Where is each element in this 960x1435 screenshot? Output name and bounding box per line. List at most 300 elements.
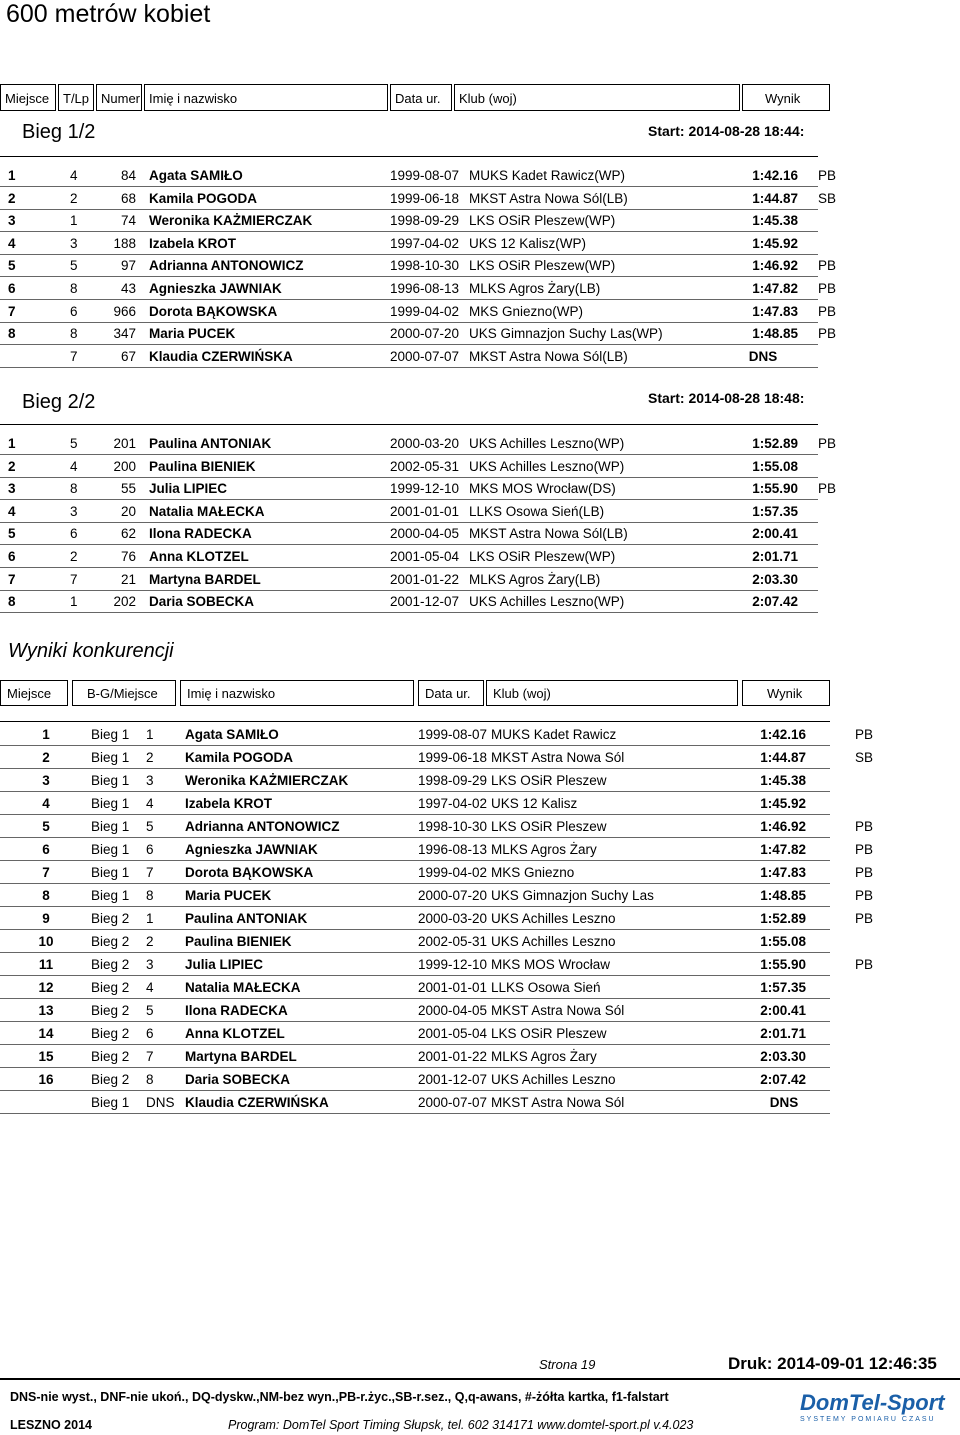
result-cell: 1:42.16: [752, 168, 798, 183]
athlete-cell: Agata SAMIŁO: [149, 168, 243, 183]
lane-cell: 1: [70, 594, 78, 610]
athlete-cell: Paulina BIENIEK: [149, 458, 256, 474]
lane-cell: 2: [70, 190, 78, 206]
heat-place-cell: 4: [146, 796, 154, 811]
birthdate-cell: 2000-03-20: [390, 436, 460, 451]
heat-place-cell: 2: [146, 750, 154, 765]
overall-header-wynik: Wynik: [742, 680, 830, 706]
club-cell: UKS 12 Kalisz(WP): [469, 235, 587, 251]
heat2-top-rule: [0, 424, 818, 425]
result-cell: 1:55.08: [752, 458, 798, 474]
lane-cell: 3: [70, 235, 78, 251]
athlete-cell: Natalia MAŁECKA: [185, 980, 301, 995]
domtel-logo: [800, 1390, 955, 1430]
result-cell: 1:46.92: [760, 819, 806, 834]
club-cell: MUKS Kadet Rawicz(WP): [469, 168, 626, 183]
heat1-top-rule: [0, 156, 818, 157]
row-divider: [0, 1021, 830, 1022]
athlete-cell: Paulina ANTONIAK: [149, 436, 272, 451]
athlete-cell: Julia LIPIEC: [185, 957, 264, 972]
club-cell: UKS Gimnazjon Suchy Las(WP): [469, 326, 663, 342]
record-cell: PB: [818, 326, 837, 342]
place-cell: 16: [38, 1072, 54, 1087]
row-divider: [0, 745, 830, 746]
lane-cell: 6: [70, 526, 78, 542]
result-cell: 1:47.82: [760, 842, 806, 857]
athlete-cell: Natalia MAŁECKA: [149, 503, 265, 519]
row-divider: [0, 975, 830, 976]
club-cell: MKS Gniezno: [491, 865, 575, 880]
birthdate-cell: 1999-12-10: [418, 957, 488, 972]
heat1-start: Start: 2014-08-28 18:44:: [648, 123, 805, 139]
row-divider: [0, 998, 830, 999]
bib-cell: 67: [120, 348, 136, 364]
birthdate-cell: 2001-12-07: [390, 594, 460, 610]
club-cell: MKST Astra Nowa Sól: [491, 1003, 625, 1018]
record-cell: PB: [855, 727, 874, 742]
result-cell: 1:45.92: [752, 235, 798, 251]
birthdate-cell: 1997-04-02: [418, 796, 488, 811]
lane-cell: 8: [70, 281, 78, 296]
athlete-cell: Weronika KAŻMIERCZAK: [185, 773, 349, 788]
birthdate-cell: 2001-12-07: [418, 1072, 488, 1087]
heat-cell: Bieg 1: [91, 865, 130, 880]
heat-cell: Bieg 1: [91, 773, 130, 788]
heat-place-cell: 7: [146, 865, 154, 880]
logo-main: DomTel-Sport: [800, 1390, 945, 1415]
result-cell: 1:45.38: [752, 213, 798, 229]
athlete-cell: Maria PUCEK: [149, 326, 236, 342]
result-cell: 2:01.71: [752, 549, 798, 564]
bib-cell: 74: [120, 213, 136, 229]
row-divider: [0, 1044, 830, 1045]
place-cell: 15: [38, 1049, 54, 1064]
heat-place-cell: 8: [146, 888, 154, 903]
heat-place-cell: 8: [146, 1072, 154, 1087]
result-row: [0, 478, 960, 500]
result-cell: 1:47.82: [752, 281, 798, 296]
overall-row: [0, 816, 960, 838]
athlete-cell: Martyna BARDEL: [185, 1049, 297, 1064]
heat-place-cell: 4: [146, 980, 154, 995]
record-cell: PB: [855, 865, 874, 880]
overall-header-klub: Klub (woj): [486, 680, 738, 706]
result-row: [0, 278, 960, 300]
athlete-cell: Anna KLOTZEL: [185, 1026, 285, 1041]
club-cell: UKS Achilles Leszno(WP): [469, 458, 625, 474]
heat2-title: Bieg 2/2: [22, 391, 96, 413]
place-cell: 11: [38, 957, 54, 972]
athlete-cell: Kamila POGODA: [185, 750, 294, 765]
club-cell: LLKS Osowa Sień: [491, 980, 601, 995]
result-cell: 1:44.87: [760, 750, 806, 765]
header-miejsce: Miejsce: [0, 84, 56, 111]
club-cell: UKS Achilles Leszno: [491, 934, 616, 949]
club-cell: MUKS Kadet Rawicz: [491, 727, 617, 742]
birthdate-cell: 2000-04-05: [418, 1003, 488, 1018]
place-cell: 2: [42, 750, 50, 765]
result-cell: 2:00.41: [760, 1003, 806, 1018]
bib-cell: 84: [120, 168, 136, 183]
bib-cell: 202: [113, 594, 136, 610]
club-cell: LKS OSiR Pleszew: [491, 819, 607, 834]
overall-row: [0, 724, 960, 746]
bib-cell: 200: [113, 458, 136, 474]
birthdate-cell: 2000-07-20: [390, 326, 460, 342]
club-cell: LKS OSiR Pleszew: [491, 1026, 607, 1041]
athlete-cell: Klaudia CZERWIŃSKA: [149, 348, 293, 364]
place-cell: 8: [8, 326, 16, 342]
birthdate-cell: 2002-05-31: [390, 458, 460, 474]
athlete-cell: Daria SOBECKA: [185, 1072, 291, 1087]
bib-cell: 43: [120, 281, 136, 296]
lane-cell: 7: [70, 571, 78, 587]
club-cell: LKS OSiR Pleszew(WP): [469, 213, 616, 229]
row-divider: [0, 906, 830, 907]
athlete-cell: Kamila POGODA: [149, 190, 258, 206]
record-cell: SB: [818, 190, 837, 206]
record-cell: PB: [818, 258, 837, 274]
header-numer: Numer: [96, 84, 142, 111]
birthdate-cell: 2000-07-20: [418, 888, 488, 903]
header-tlp: T/Lp: [58, 84, 94, 111]
place-cell: 8: [8, 594, 16, 610]
athlete-cell: Anna KLOTZEL: [149, 549, 249, 564]
place-cell: 4: [8, 235, 16, 251]
place-cell: 5: [8, 258, 16, 274]
lane-cell: 3: [70, 503, 78, 519]
logo-sub: SYSTEMY POMIARU CZASU: [800, 1416, 936, 1423]
lane-cell: 8: [70, 481, 78, 497]
place-cell: 3: [8, 481, 16, 497]
heat-place-cell: 5: [146, 1003, 154, 1018]
row-divider: [0, 860, 830, 861]
result-cell: 1:52.89: [752, 436, 798, 451]
overall-row: [0, 793, 960, 815]
result-row: [0, 323, 960, 345]
row-divider: [0, 612, 818, 613]
heat-place-cell: DNS: [146, 1095, 175, 1110]
club-cell: MKS MOS Wrocław(DS): [469, 481, 616, 497]
club-cell: UKS Achilles Leszno: [491, 1072, 616, 1087]
result-cell: 2:07.42: [752, 594, 798, 610]
bib-cell: 97: [120, 258, 136, 274]
birthdate-cell: 2001-01-01: [418, 980, 488, 995]
result-cell: 1:57.35: [752, 503, 798, 519]
birthdate-cell: 1999-08-07: [390, 168, 460, 183]
heat2-start: Start: 2014-08-28 18:48:: [648, 390, 805, 406]
row-divider: [0, 883, 830, 884]
place-cell: 6: [42, 842, 50, 857]
place-cell: 2: [8, 190, 16, 206]
overall-row: [0, 1023, 960, 1045]
birthdate-cell: 1999-04-02: [390, 303, 460, 319]
result-cell: 1:47.83: [760, 865, 806, 880]
overall-row: [0, 839, 960, 861]
row-divider: [0, 1090, 830, 1091]
place-cell: 2: [8, 458, 16, 474]
birthdate-cell: 2000-04-05: [390, 526, 460, 542]
overall-top-rule: [0, 721, 830, 722]
place-cell: 14: [38, 1026, 54, 1041]
result-cell: 1:55.90: [752, 481, 798, 497]
bib-cell: 347: [113, 326, 136, 342]
athlete-cell: Izabela KROT: [149, 235, 237, 251]
birthdate-cell: 1998-09-29: [390, 213, 460, 229]
heat-cell: Bieg 2: [91, 1049, 130, 1064]
birthdate-cell: 1996-08-13: [390, 281, 460, 296]
result-cell: 1:45.38: [760, 773, 806, 788]
birthdate-cell: 2001-05-04: [390, 549, 460, 564]
place-cell: 3: [42, 773, 50, 788]
bib-cell: 68: [120, 190, 136, 206]
record-cell: PB: [818, 281, 837, 296]
result-row: [0, 591, 960, 613]
lane-cell: 5: [70, 258, 78, 274]
result-cell: DNS: [769, 1095, 799, 1110]
header-klub: Klub (woj): [454, 84, 740, 111]
heat-place-cell: 6: [146, 1026, 154, 1041]
bib-cell: 55: [120, 481, 136, 497]
place-cell: 5: [42, 819, 50, 834]
overall-title: Wyniki konkurencji: [8, 640, 174, 662]
athlete-cell: Agnieszka JAWNIAK: [149, 281, 282, 296]
place-cell: 7: [42, 865, 50, 880]
place-cell: 3: [8, 213, 16, 229]
overall-header-imie: Imię i nazwisko: [180, 680, 414, 706]
heat-cell: Bieg 1: [91, 842, 130, 857]
result-cell: 1:42.16: [760, 727, 806, 742]
athlete-cell: Adrianna ANTONOWICZ: [149, 258, 304, 274]
lane-cell: 6: [70, 303, 78, 319]
record-cell: PB: [855, 888, 874, 903]
birthdate-cell: 2000-07-07: [418, 1095, 488, 1110]
header-imie: Imię i nazwisko: [144, 84, 388, 111]
record-cell: PB: [855, 957, 874, 972]
lane-cell: 2: [70, 549, 78, 564]
result-cell: 2:03.30: [760, 1049, 806, 1064]
club-cell: MKST Astra Nowa Sól: [491, 1095, 625, 1110]
heat-place-cell: 1: [146, 911, 154, 926]
club-cell: MLKS Agros Żary(LB): [469, 571, 601, 587]
heat-cell: Bieg 2: [91, 911, 130, 926]
footer-rule: [0, 1378, 960, 1380]
place-cell: 1: [8, 436, 16, 451]
heat-place-cell: 2: [146, 934, 154, 949]
birthdate-cell: 1999-04-02: [418, 865, 488, 880]
row-divider: [0, 952, 830, 953]
record-cell: PB: [855, 911, 874, 926]
overall-row: [0, 1092, 960, 1114]
result-row: [0, 301, 960, 323]
result-cell: 1:44.87: [752, 190, 798, 206]
overall-row: [0, 1069, 960, 1091]
club-cell: UKS Gimnazjon Suchy Las: [491, 888, 654, 903]
result-row: [0, 165, 960, 187]
overall-header-bg: B-G/Miejsce: [72, 680, 176, 706]
birthdate-cell: 1999-06-18: [390, 190, 460, 206]
club-cell: MLKS Agros Żary(LB): [469, 281, 601, 296]
header-wynik: Wynik: [742, 84, 830, 111]
heat-place-cell: 5: [146, 819, 154, 834]
heat-cell: Bieg 2: [91, 1072, 130, 1087]
lane-cell: 5: [70, 436, 78, 451]
heat-place-cell: 7: [146, 1049, 154, 1064]
place-cell: 4: [42, 796, 50, 811]
athlete-cell: Adrianna ANTONOWICZ: [185, 819, 340, 834]
header-data: Data ur.: [390, 84, 452, 111]
overall-row: [0, 931, 960, 953]
heat-cell: Bieg 1: [91, 1095, 130, 1110]
club-cell: MKST Astra Nowa Sól(LB): [469, 348, 628, 364]
page-title: 600 metrów kobiet: [6, 0, 211, 28]
result-row: [0, 523, 960, 545]
birthdate-cell: 2002-05-31: [418, 934, 488, 949]
club-cell: MKST Astra Nowa Sól(LB): [469, 190, 628, 206]
record-cell: PB: [818, 481, 837, 497]
row-divider: [0, 1067, 830, 1068]
record-cell: PB: [855, 819, 874, 834]
bib-cell: 966: [113, 303, 136, 319]
club-cell: LLKS Osowa Sień(LB): [469, 503, 605, 519]
result-row: [0, 546, 960, 568]
birthdate-cell: 2001-01-01: [390, 503, 460, 519]
birthdate-cell: 1998-09-29: [418, 773, 488, 788]
heat-cell: Bieg 2: [91, 1003, 130, 1018]
athlete-cell: Maria PUCEK: [185, 888, 272, 903]
result-cell: 1:45.92: [760, 796, 806, 811]
athlete-cell: Paulina BIENIEK: [185, 934, 292, 949]
athlete-cell: Agata SAMIŁO: [185, 727, 279, 742]
heat-cell: Bieg 2: [91, 957, 130, 972]
place-cell: 4: [8, 503, 16, 519]
bib-cell: 62: [120, 526, 136, 542]
place-cell: 1: [8, 168, 16, 183]
overall-header-miejsce: Miejsce: [0, 680, 68, 706]
athlete-cell: Agnieszka JAWNIAK: [185, 842, 318, 857]
athlete-cell: Daria SOBECKA: [149, 594, 255, 610]
club-cell: MLKS Agros Żary: [491, 842, 597, 857]
heat-cell: Bieg 2: [91, 934, 130, 949]
result-row: [0, 433, 960, 455]
heat-place-cell: 1: [146, 727, 154, 742]
row-divider: [0, 768, 830, 769]
birthdate-cell: 2000-03-20: [418, 911, 488, 926]
birthdate-cell: 1996-08-13: [418, 842, 488, 857]
bib-cell: 21: [120, 571, 136, 587]
result-cell: 2:03.30: [752, 571, 798, 587]
bib-cell: 20: [120, 503, 136, 519]
result-cell: 1:55.08: [760, 934, 806, 949]
overall-row: [0, 977, 960, 999]
birthdate-cell: 1997-04-02: [390, 235, 460, 251]
athlete-cell: Ilona RADECKA: [185, 1003, 288, 1018]
result-row: [0, 210, 960, 232]
overall-row: [0, 954, 960, 976]
birthdate-cell: 1999-12-10: [390, 481, 460, 497]
result-cell: 1:57.35: [760, 980, 806, 995]
result-row: [0, 501, 960, 523]
result-cell: DNS: [748, 348, 778, 364]
result-row: [0, 255, 960, 277]
legend-text: DNS-nie wyst., DNF-nie ukoń., DQ-dyskw.,NM-bez wyn.,PB-r.życ.,SB-r.sez., Q,q-awans, #-żółta kartka, f1-falstart: [10, 1390, 669, 1404]
heat-cell: Bieg 1: [91, 888, 130, 903]
result-cell: 2:00.41: [752, 526, 798, 542]
club-cell: MKST Astra Nowa Sól: [491, 750, 625, 765]
row-divider: [0, 929, 830, 930]
club-cell: UKS 12 Kalisz: [491, 796, 578, 811]
overall-row: [0, 862, 960, 884]
result-cell: 1:52.89: [760, 911, 806, 926]
athlete-cell: Izabela KROT: [185, 796, 273, 811]
athlete-cell: Ilona RADECKA: [149, 526, 252, 542]
birthdate-cell: 1999-06-18: [418, 750, 488, 765]
result-row: [0, 569, 960, 591]
club-cell: UKS Achilles Leszno(WP): [469, 436, 625, 451]
club-cell: LKS OSiR Pleszew(WP): [469, 258, 616, 274]
result-cell: 1:55.90: [760, 957, 806, 972]
lane-cell: 4: [70, 168, 78, 183]
place-cell: 5: [8, 526, 16, 542]
lane-cell: 7: [70, 348, 78, 364]
club-cell: UKS Achilles Leszno(WP): [469, 594, 625, 610]
record-cell: PB: [818, 168, 837, 183]
athlete-cell: Dorota BĄKOWSKA: [185, 865, 314, 880]
result-cell: 1:48.85: [752, 326, 798, 342]
heat-cell: Bieg 2: [91, 1026, 130, 1041]
heat-place-cell: 3: [146, 773, 154, 788]
club-cell: MKS MOS Wrocław: [491, 957, 611, 972]
row-divider: [0, 814, 830, 815]
bib-cell: 188: [113, 235, 136, 251]
record-cell: PB: [818, 436, 837, 451]
club-cell: MKS Gniezno(WP): [469, 303, 584, 319]
result-row: [0, 188, 960, 210]
place-cell: 10: [38, 934, 54, 949]
program-info: Program: DomTel Sport Timing Słupsk, tel. 602 314171 www.domtel-sport.pl v.4.023: [228, 1418, 694, 1432]
result-cell: 2:01.71: [760, 1026, 806, 1041]
birthdate-cell: 1999-08-07: [418, 727, 488, 742]
place-cell: 6: [8, 549, 16, 564]
athlete-cell: Julia LIPIEC: [149, 481, 228, 497]
heat1-title: Bieg 1/2: [22, 121, 96, 143]
heat-cell: Bieg 1: [91, 750, 130, 765]
place-cell: 6: [8, 281, 16, 296]
club-cell: UKS Achilles Leszno: [491, 911, 616, 926]
club-cell: LKS OSiR Pleszew(WP): [469, 549, 616, 564]
club-cell: MLKS Agros Żary: [491, 1049, 597, 1064]
result-row: [0, 233, 960, 255]
heat-place-cell: 3: [146, 957, 154, 972]
place-cell: 13: [38, 1003, 54, 1018]
place-cell: 8: [42, 888, 50, 903]
result-row: [0, 346, 960, 368]
place-cell: 7: [8, 303, 16, 319]
overall-row: [0, 770, 960, 792]
heat-cell: Bieg 1: [91, 819, 130, 834]
athlete-cell: Klaudia CZERWIŃSKA: [185, 1095, 329, 1110]
result-cell: 1:46.92: [752, 258, 798, 274]
lane-cell: 8: [70, 326, 78, 342]
lane-cell: 4: [70, 458, 78, 474]
row-divider: [0, 837, 830, 838]
birthdate-cell: 2000-07-07: [390, 348, 460, 364]
print-date: Druk: 2014-09-01 12:46:35: [728, 1354, 937, 1373]
birthdate-cell: 2001-01-22: [418, 1049, 488, 1064]
athlete-cell: Weronika KAŻMIERCZAK: [149, 213, 313, 229]
overall-row: [0, 1046, 960, 1068]
birthdate-cell: 2001-01-22: [390, 571, 460, 587]
